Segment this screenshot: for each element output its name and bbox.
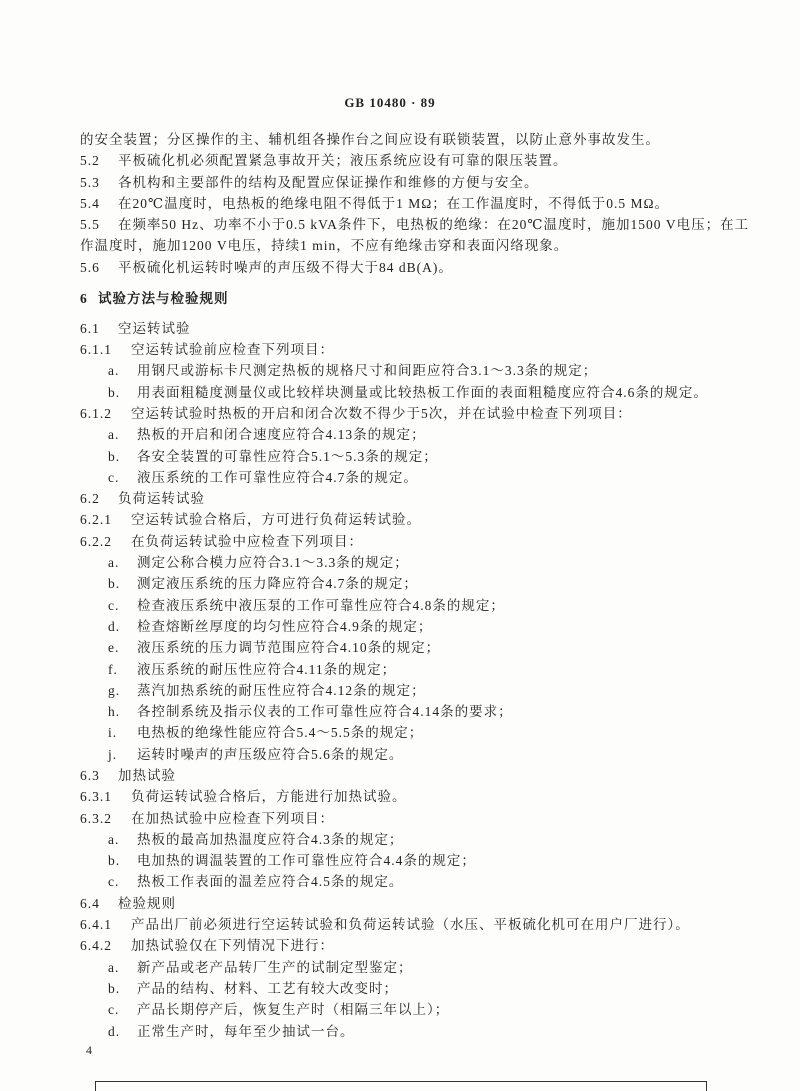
list-item (80, 360, 780, 381)
list-item (80, 722, 780, 743)
page-number: 4 (86, 1043, 92, 1057)
clause-title: 空运转试验 (118, 320, 191, 336)
clause-text: 空运转试验合格后，方可进行负荷运转试验。 (131, 512, 421, 528)
item-text: 液压系统的耐压性应符合4.11条的规定； (137, 661, 397, 677)
clause-title: 检验规则 (118, 895, 176, 911)
clause-6-1 (80, 318, 780, 339)
item-text: 新产品或老产品转厂生产的试制定型鉴定； (137, 959, 413, 975)
item-label: c. (108, 597, 120, 613)
clause-number: 6.2 (80, 491, 100, 507)
item-text: 正常生产时，每年至少抽试一台。 (137, 1023, 355, 1039)
clause-6-4-2 (80, 935, 780, 956)
list-item (80, 957, 780, 978)
item-text: 电热板的绝缘性能应符合5.4～5.5条的规定； (137, 725, 424, 741)
list-item (80, 595, 780, 616)
item-label: b. (108, 853, 121, 869)
continuation-line: 的安全装置；分区操作的主、辅机组各操作台之间应设有联锁装置，以防止意外事故发生。 (80, 132, 660, 147)
clause-number: 6.3 (80, 767, 100, 783)
clause-number: 6.1.2 (80, 405, 112, 421)
item-label: d. (108, 618, 121, 634)
clause-text: 在加热试验中应检查下列项目： (131, 810, 334, 826)
item-label: a. (108, 831, 120, 847)
item-text: 液压系统的工作可靠性应符合4.7条的规定。 (137, 469, 418, 485)
list-item (80, 467, 780, 488)
item-text: 热板的最高加热温度应符合4.3条的规定； (137, 831, 404, 847)
item-text: 各安全装置的可靠性应符合5.1～5.3条的规定； (137, 448, 438, 464)
clause-number: 5.3 (80, 174, 100, 190)
list-item (80, 978, 780, 999)
item-label: a. (108, 959, 120, 975)
clause-6-3-1 (80, 786, 780, 807)
clause-text: 在频率50 Hz、功率不小于0.5 kVA条件下，电热板的绝缘：在20℃温度时，施加1500 V电压；在工 (118, 217, 750, 233)
clause-5-5 (80, 214, 780, 235)
list-item (80, 659, 780, 680)
clause-number: 6.4.2 (80, 938, 112, 954)
clause-text: 加热试验仅在下列情况下进行： (131, 938, 334, 954)
clause-text: 空运转试验前应检查下列项目： (131, 342, 334, 358)
clause-number: 6.4 (80, 895, 100, 911)
clause-number: 6.1 (80, 320, 100, 336)
section-number: 6 (80, 290, 88, 306)
clause-5-2 (80, 150, 780, 171)
clause-5-4 (80, 193, 780, 214)
clause-number: 6.2.2 (80, 533, 112, 549)
clause-number: 6.2.1 (80, 512, 112, 528)
clause-6-4-1 (80, 914, 780, 935)
clause-5-5-continued: 作温度时，施加1200 V电压，持续1 min，不应有绝缘击穿和表面闪络现象。 (80, 238, 569, 254)
item-text: 热板的开启和闭合速度应符合4.13条的规定； (137, 427, 426, 443)
item-text: 检查液压系统中液压泵的工作可靠性应符合4.8条的规定； (137, 597, 505, 613)
clause-5-3 (80, 172, 780, 193)
item-label: c. (108, 469, 120, 485)
clause-5-6 (80, 257, 780, 278)
item-label: f. (108, 661, 118, 677)
bottom-frame (95, 1081, 707, 1091)
list-item (80, 382, 780, 403)
clause-6-3 (80, 765, 780, 786)
section-6-heading (80, 288, 780, 309)
item-label: a. (108, 555, 120, 571)
item-label: b. (108, 576, 121, 592)
clause-6-4 (80, 893, 780, 914)
clause-number: 5.2 (80, 153, 100, 169)
item-label: e. (108, 640, 120, 656)
clause-6-2 (80, 488, 780, 509)
item-label: i. (108, 725, 118, 741)
item-text: 产品长期停产后，恢复生产时（相隔三年以上）； (137, 1002, 450, 1018)
clause-6-1-2 (80, 403, 780, 424)
item-text: 电加热的调温装置的工作可靠性应符合4.4条的规定； (137, 853, 476, 869)
clause-number: 6.1.1 (80, 342, 112, 358)
item-text: 用表面粗糙度测量仪或比较样块测量或比较热板工作面的表面粗糙度应符合4.6条的规定。 (137, 384, 708, 400)
item-label: c. (108, 874, 120, 890)
item-label: b. (108, 448, 121, 464)
list-item (80, 424, 780, 445)
clause-6-2-2 (80, 531, 780, 552)
clause-6-3-2 (80, 808, 780, 829)
item-text: 测定液压系统的压力降应符合4.7条的规定； (137, 576, 418, 592)
list-item (80, 552, 780, 573)
clause-number: 5.4 (80, 195, 100, 211)
item-label: j. (108, 746, 118, 762)
clause-text: 产品出厂前必须进行空运转试验和负荷运转试验（水压、平板硫化机可在用户厂进行）。 (131, 917, 690, 933)
item-text: 检查熔断丝厚度的均匀性应符合4.9条的规定； (137, 618, 433, 634)
list-item (80, 829, 780, 850)
list-item (80, 701, 780, 722)
clause-number: 5.6 (80, 259, 100, 275)
clause-title: 加热试验 (118, 767, 176, 783)
item-text: 蒸汽加热系统的耐压性应符合4.12条的规定； (137, 682, 426, 698)
item-text: 产品的结构、材料、工艺有较大改变时； (137, 980, 398, 996)
section-title: 试验方法与检验规则 (98, 290, 229, 306)
clause-6-2-1 (80, 509, 780, 530)
clause-text: 在负荷运转试验中应检查下列项目： (131, 533, 363, 549)
page-header: GB 10480 · 89 (344, 95, 436, 110)
item-label: d. (108, 1023, 121, 1039)
clause-text: 负荷运转试验合格后，方能进行加热试验。 (131, 789, 407, 805)
item-text: 运转时噪声的声压级应符合5.6条的规定。 (137, 746, 404, 762)
clause-6-1-1 (80, 339, 780, 360)
clause-text: 平板硫化机必须配置紧急事故开关；液压系统应设有可靠的限压装置。 (118, 153, 568, 169)
item-label: b. (108, 980, 121, 996)
item-label: h. (108, 704, 121, 720)
list-item (80, 616, 780, 637)
clause-text: 空运转试验时热板的开启和闭合次数不得少于5次，并在试验中检查下列项目： (131, 405, 632, 421)
item-label: a. (108, 363, 120, 379)
item-label: b. (108, 384, 121, 400)
list-item (80, 573, 780, 594)
clause-text: 平板硫化机运转时噪声的声压级不得大于84 dB(A)。 (118, 259, 453, 275)
clause-number: 6.3.1 (80, 789, 112, 805)
item-text: 热板工作表面的温差应符合4.5条的规定。 (137, 874, 404, 890)
clause-number: 5.5 (80, 217, 100, 233)
item-label: a. (108, 427, 120, 443)
clause-text: 在20℃温度时，电热板的绝缘电阻不得低于1 MΩ；在工作温度时，不得低于0.5 MΩ。 (118, 195, 670, 211)
list-item (80, 999, 780, 1020)
clause-title: 负荷运转试验 (118, 491, 205, 507)
item-text: 液压系统的压力调节范围应符合4.10条的规定； (137, 640, 441, 656)
item-text: 测定公称合模力应符合3.1～3.3条的规定； (137, 555, 409, 571)
list-item (80, 637, 780, 658)
list-item (80, 446, 780, 467)
item-text: 用钢尺或游标卡尺测定热板的规格尺寸和间距应符合3.1～3.3条的规定； (137, 363, 598, 379)
list-item (80, 680, 780, 701)
item-label: g. (108, 682, 121, 698)
item-text: 各控制系统及指示仪表的工作可靠性应符合4.14条的要求； (137, 704, 513, 720)
clause-number: 6.3.2 (80, 810, 112, 826)
document-body (80, 129, 780, 1042)
list-item (80, 1021, 780, 1042)
item-label: c. (108, 1002, 120, 1018)
clause-text: 各机构和主要部件的结构及配置应保证操作和维修的方便与安全。 (118, 174, 539, 190)
list-item (80, 850, 780, 871)
list-item (80, 871, 780, 892)
clause-number: 6.4.1 (80, 917, 112, 933)
list-item (80, 744, 780, 765)
